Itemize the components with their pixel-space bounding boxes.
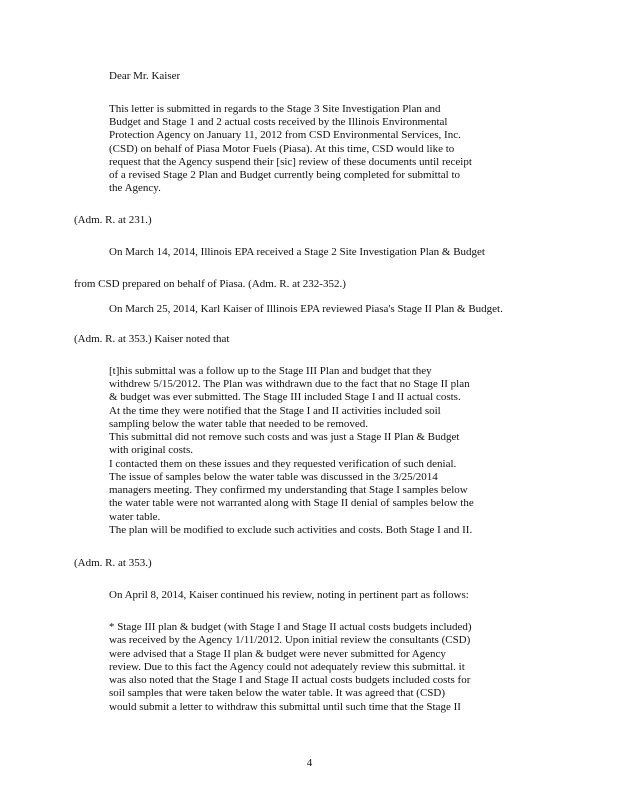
quote-line: I contacted them on these issues and they requested verification of such denial. bbox=[109, 458, 457, 470]
quote-line: the Agency. bbox=[109, 182, 161, 194]
quote-line: was also noted that the Stage I and Stage II actual costs budgets included costs for bbox=[109, 674, 471, 686]
quote-line: This submittal did not remove such costs and was just a Stage II Plan & Budget bbox=[109, 431, 460, 443]
quote-line: At the time they were notified that the Stage I and II activities included soil bbox=[109, 405, 441, 417]
quote-line: (CSD) on behalf of Piasa Motor Fuels (Piasa). At this time, CSD would like to bbox=[109, 143, 455, 155]
quote-line: was received by the Agency 1/11/2012. Upon initial review the consultants (CSD) bbox=[109, 634, 471, 646]
quote-line: sampling below the water table that needed to be removed. bbox=[109, 418, 369, 430]
quote-line: withdrew 5/15/2012. The Plan was withdrawn due to the fact that no Stage II plan bbox=[109, 378, 470, 390]
quote-line: water table. bbox=[109, 511, 161, 523]
quote-line: would submit a letter to withdraw this submittal until such time that the Stage II bbox=[109, 701, 461, 713]
quote-line: * Stage III plan & budget (with Stage I and Stage II actual costs budgets included) bbox=[109, 621, 472, 633]
quote-line: with original costs. bbox=[109, 444, 194, 456]
record-citation: (Adm. R. at 353.) bbox=[74, 557, 152, 569]
quote-line: soil samples that were taken below the water table. It was agreed that (CSD) bbox=[109, 687, 445, 699]
quote-line: Protection Agency on January 11, 2012 from CSD Environmental Services, Inc. bbox=[109, 129, 461, 141]
quote-line: This letter is submitted in regards to the Stage 3 Site Investigation Plan and bbox=[109, 103, 441, 115]
record-citation: (Adm. R. at 231.) bbox=[74, 214, 152, 226]
quote-line: [t]his submittal was a follow up to the Stage III Plan and budget that they bbox=[109, 365, 432, 377]
page-number: 4 bbox=[306, 757, 313, 769]
paragraph-line: (Adm. R. at 353.) Kaiser noted that bbox=[74, 333, 230, 345]
quote-line: request that the Agency suspend their [sic] review of these documents until receipt bbox=[109, 156, 472, 168]
quote-line: The plan will be modified to exclude such activities and costs. Both Stage I and II. bbox=[109, 524, 473, 536]
paragraph-line: On March 14, 2014, Illinois EPA received a Stage 2 Site Investigation Plan & Budget bbox=[109, 246, 485, 258]
paragraph-line: On March 25, 2014, Karl Kaiser of Illinois EPA reviewed Piasa's Stage II Plan & Budget. bbox=[109, 303, 503, 315]
quote-line: review. Due to this fact the Agency could not adequately review this submittal. it bbox=[109, 661, 465, 673]
quote-line: the water table were not warranted along with Stage II denial of samples below the bbox=[109, 497, 474, 509]
quote-line: & budget was ever submitted. The Stage III included Stage I and II actual costs. bbox=[109, 391, 461, 403]
quote-line: were advised that a Stage II plan & budget were never submitted for Agency bbox=[109, 648, 446, 660]
quote-line: The issue of samples below the water table was discussed in the 3/25/2014 bbox=[109, 471, 438, 483]
salutation: Dear Mr. Kaiser bbox=[109, 70, 181, 82]
quote-line: managers meeting. They confirmed my understanding that Stage I samples below bbox=[109, 484, 468, 496]
paragraph-line: On April 8, 2014, Kaiser continued his review, noting in pertinent part as follows: bbox=[109, 589, 469, 601]
paragraph-line: from CSD prepared on behalf of Piasa. (Adm. R. at 232-352.) bbox=[74, 278, 346, 290]
quote-line: Budget and Stage 1 and 2 actual costs received by the Illinois Environmental bbox=[109, 116, 448, 128]
quote-line: of a revised Stage 2 Plan and Budget currently being completed for submittal to bbox=[109, 169, 460, 181]
